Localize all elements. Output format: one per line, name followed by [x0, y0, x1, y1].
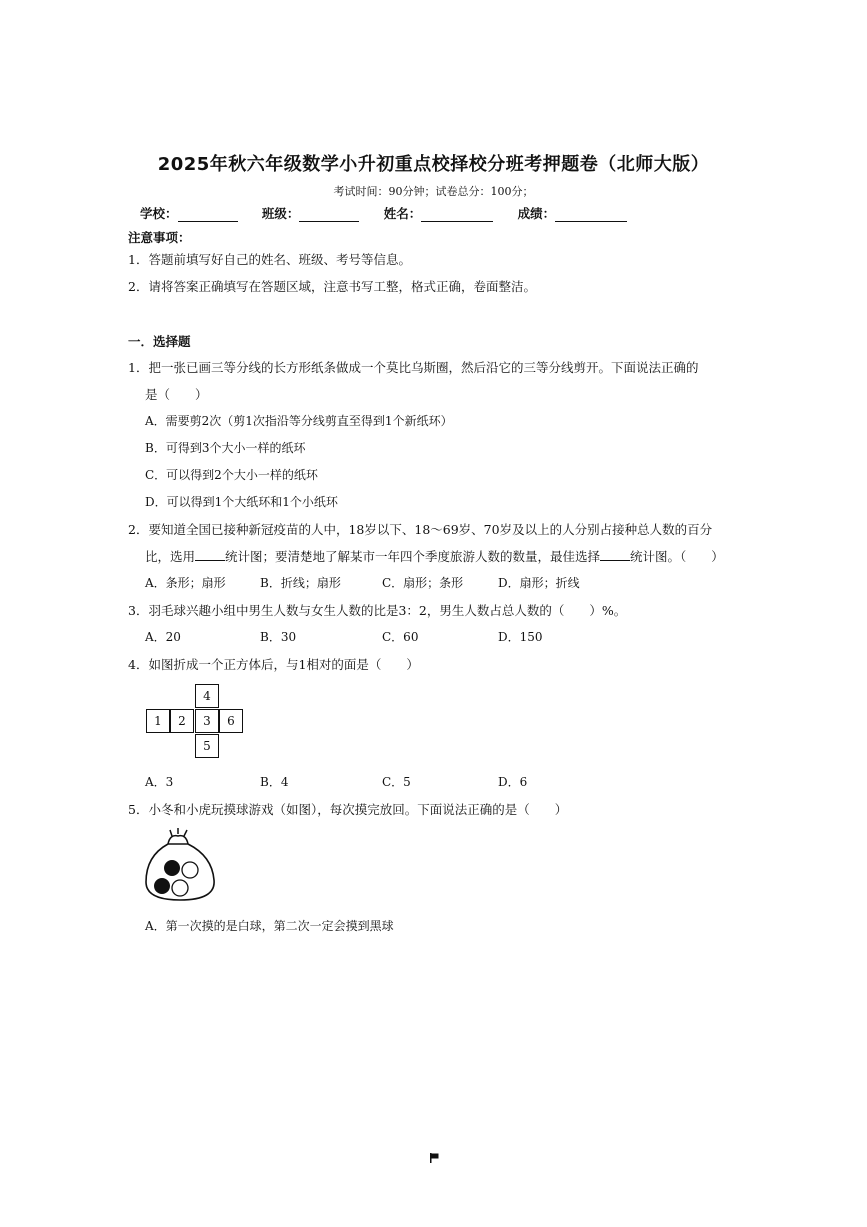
- q2-option-d[interactable]: D．扇形；折线: [498, 576, 580, 590]
- net-cell-bottom: 5: [195, 734, 219, 758]
- q5-stem: 5．小冬和小虎玩摸球游戏（如图），每次摸完放回。下面说法正确的是（ ）: [128, 802, 568, 817]
- q2-stem: 2．要知道全国已接种新冠疫苗的人中，18岁以下、18～69岁、70岁及以上的人分别占接种总人数的百分: [128, 522, 713, 537]
- ball-bag-figure: [142, 826, 222, 904]
- q3-option-d[interactable]: D．150: [498, 630, 543, 644]
- q3-option-a[interactable]: A．20: [145, 630, 181, 644]
- score-label: 成绩：: [517, 206, 556, 221]
- notes-heading: 注意事项：: [128, 230, 191, 245]
- q3-stem: 3．羽毛球兴趣小组中男生人数与女生人数的比是3：2，男生人数占总人数的（ ）%。: [128, 603, 627, 618]
- net-cell-3: 3: [195, 709, 219, 733]
- q1-stem: 1．把一张已画三等分线的长方形纸条做成一个莫比乌斯圈，然后沿它的三等分线剪开。下面说法正确的: [128, 360, 699, 375]
- name-field[interactable]: [421, 209, 493, 222]
- q1-option-d[interactable]: D．可以得到1个大纸环和1个小纸环: [145, 495, 338, 509]
- section-heading: 一．选择题: [128, 334, 191, 349]
- class-label: 班级：: [261, 206, 300, 221]
- q1-stem-cont: 是（ ）: [145, 387, 208, 402]
- black-ball-2: [154, 878, 170, 894]
- q2-text-c: 统计图。（ ）: [630, 549, 724, 564]
- school-field[interactable]: [178, 209, 238, 222]
- score-field[interactable]: [555, 209, 627, 222]
- q2-option-b[interactable]: B．折线；扇形: [260, 576, 341, 590]
- white-ball-1: [182, 862, 198, 878]
- q4-stem: 4．如图折成一个正方体后，与1相对的面是（ ）: [128, 657, 419, 672]
- net-cell-6: 6: [219, 709, 243, 733]
- q4-option-d[interactable]: D．6: [498, 775, 528, 789]
- note-item-1: 1．答题前填写好自己的姓名、班级、考号等信息。: [128, 252, 411, 267]
- q2-text-b: 统计图；要清楚地了解某市一年四个季度旅游人数的数量，最佳选择: [225, 549, 601, 564]
- q1-option-b[interactable]: B．可得到3个大小一样的纸环: [145, 441, 306, 455]
- exam-meta: 考试时间：90分钟；试卷总分：100分；: [333, 185, 534, 198]
- q4-option-c[interactable]: C．5: [382, 775, 411, 789]
- q1-option-a[interactable]: A．需要剪2次（剪1次指沿等分线剪直至得到1个新纸环）: [145, 414, 453, 428]
- flag-icon: [430, 1153, 439, 1163]
- white-ball-2: [172, 880, 188, 896]
- student-info-row: [140, 204, 647, 222]
- cube-net-figure: [146, 684, 246, 760]
- q2-option-a[interactable]: A．条形；扇形: [145, 576, 226, 590]
- net-cell-2: 2: [170, 709, 194, 733]
- q4-option-a[interactable]: A．3: [145, 775, 174, 789]
- class-field[interactable]: [299, 209, 359, 222]
- net-cell-top: 4: [195, 684, 219, 708]
- black-ball-1: [164, 860, 180, 876]
- q2-option-c[interactable]: C．扇形；条形: [382, 576, 464, 590]
- q5-option-a[interactable]: A．第一次摸的是白球，第二次一定会摸到黑球: [145, 919, 394, 933]
- q2-stem-cont: [145, 547, 724, 565]
- q1-option-c[interactable]: C．可以得到2个大小一样的纸环: [145, 468, 318, 482]
- name-label: 姓名：: [383, 206, 422, 221]
- net-cell-1: 1: [146, 709, 170, 733]
- page-title: 2025年秋六年级数学小升初重点校择校分班考押题卷（北师大版）: [157, 154, 710, 175]
- q2-blank-2[interactable]: [600, 549, 630, 561]
- q2-blank-1[interactable]: [195, 549, 225, 561]
- q3-option-c[interactable]: C．60: [382, 630, 419, 644]
- q4-option-b[interactable]: B．4: [260, 775, 289, 789]
- note-item-2: 2．请将答案正确填写在答题区域，注意书写工整，格式正确，卷面整洁。: [128, 279, 536, 294]
- q2-text-a: 比，选用: [145, 549, 196, 564]
- q3-option-b[interactable]: B．30: [260, 630, 297, 644]
- school-label: 学校：: [140, 206, 178, 221]
